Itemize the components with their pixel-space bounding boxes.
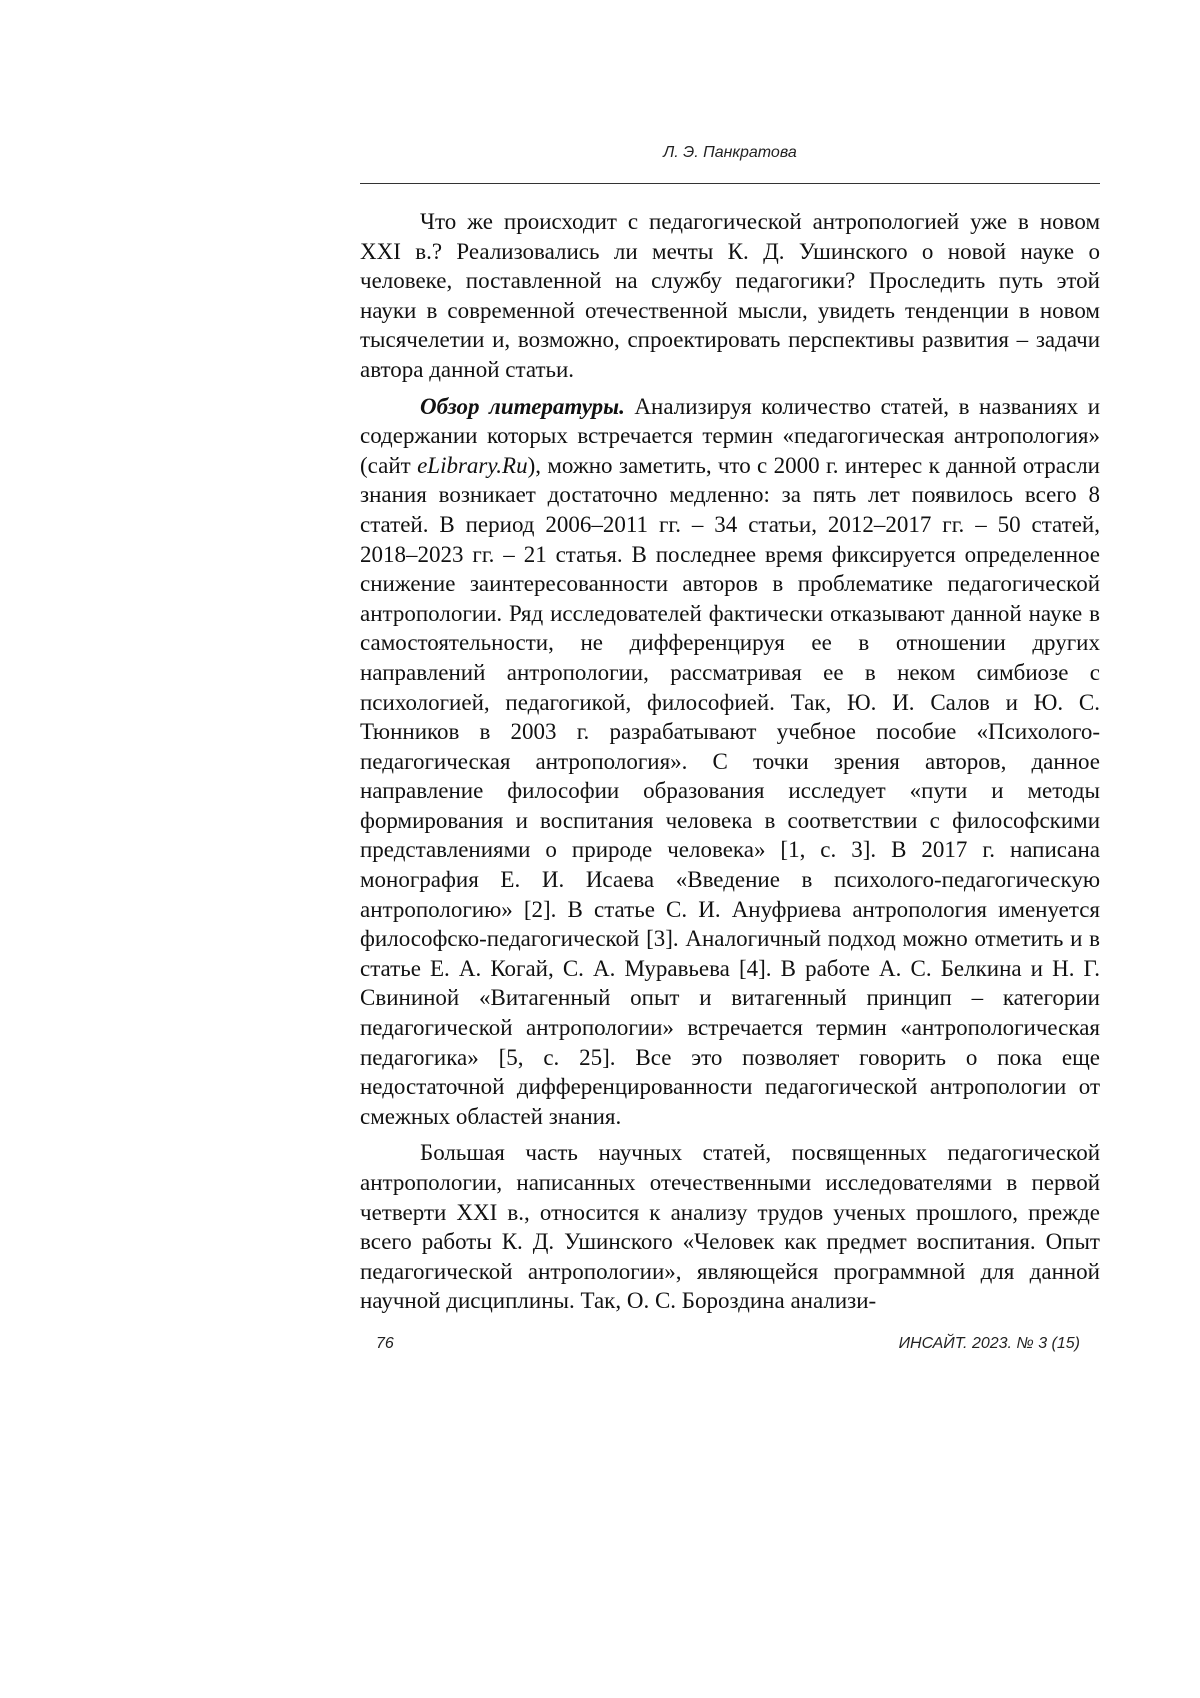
- section-lead-in: Обзор литературы.: [420, 393, 625, 419]
- article-body: [360, 207, 1100, 1323]
- journal-issue: ИНСАЙТ. 2023. № 3 (15): [898, 1335, 1080, 1352]
- page-number: 76: [376, 1335, 394, 1352]
- paragraph-text: Анализируя количество статей, в названиях и содержании которых встречается термин «педагогическая антропология» (сайт: [360, 393, 1101, 478]
- header-divider: [360, 183, 1100, 184]
- site-name: eLibrary.Ru: [417, 452, 528, 478]
- paragraph-intro: Что же происходит с педагогической антропологией уже в новом XXI в.? Реализовались ли мечты К. Д. Ушинского о новой науке о человеке, поставленной на службу педагогики? Проследить путь этой науки в современной отечественной мысли, увидеть тенденции в новом тысячелетии и, возможно, спроектировать перспективы развития – задачи автора данной статьи.: [360, 209, 1100, 382]
- running-head-author: Л. Э. Панкратова: [663, 144, 797, 161]
- paragraph-literature-review: [360, 392, 1100, 1132]
- paragraph-analysis: Большая часть научных статей, посвященных педагогической антропологии, написанных отечественными исследователями в первой четверти XXI в., относится к анализу трудов ученых прошлого, прежде всего работы К. Д. Ушинского «Человек как предмет воспитания. Опыт педагогической антропологии», являющейся программной для данной научной дисциплины. Так, О. С. Бороздина анализи-: [360, 1140, 1100, 1314]
- paragraph-text: ), можно заметить, что с 2000 г. интерес к данной отрасли знания возникает достаточно медленно: за пять лет появилось всего 8 статей. В период 2006–2011 гг. – 34 статьи, 2012–2017 гг. – 50 статей, 2018–2023 гг. – 21 статья. В последнее время фиксируется определенное снижение заинтересованности авторов в проблематике педагогической антропологии. Ряд исследователей фактически отказывают данной науке в самостоятельности, не дифференцируя ее в отношении других направлений антропологии, рассматривая ее в неком симбиозе с психологией, педагогикой, философией. Так, Ю. И. Салов и Ю. С. Тюнников в 2003 г. разрабатывают учебное пособие «Психолого-педагогическая антропология». С точки зрения авторов, данное направление философии образования исследует «пути и методы формирования и воспитания человека в соответствии с философскими представлениями о природе человека» [1, с. 3]. В 2017 г. написана монография Е. И. Исаева «Введение в психолого-педагогическую антропологию» [2]. В статье С. И. Ануфриева антропология именуется философско-педагогической [3]. Аналогичный подход можно отметить и в статье Е. А. Когай, С. А. Муравьева [4]. В работе А. С. Белкина и Н. Г. Свининой «Витагенный опыт и витагенный принцип – категории педагогической антропологии» встречается термин «антропологическая педагогика» [5, с. 25]. Все это позволяет говорить о пока еще недостаточной дифференцированности педагогической антропологии от смежных областей знания.: [360, 452, 1100, 1129]
